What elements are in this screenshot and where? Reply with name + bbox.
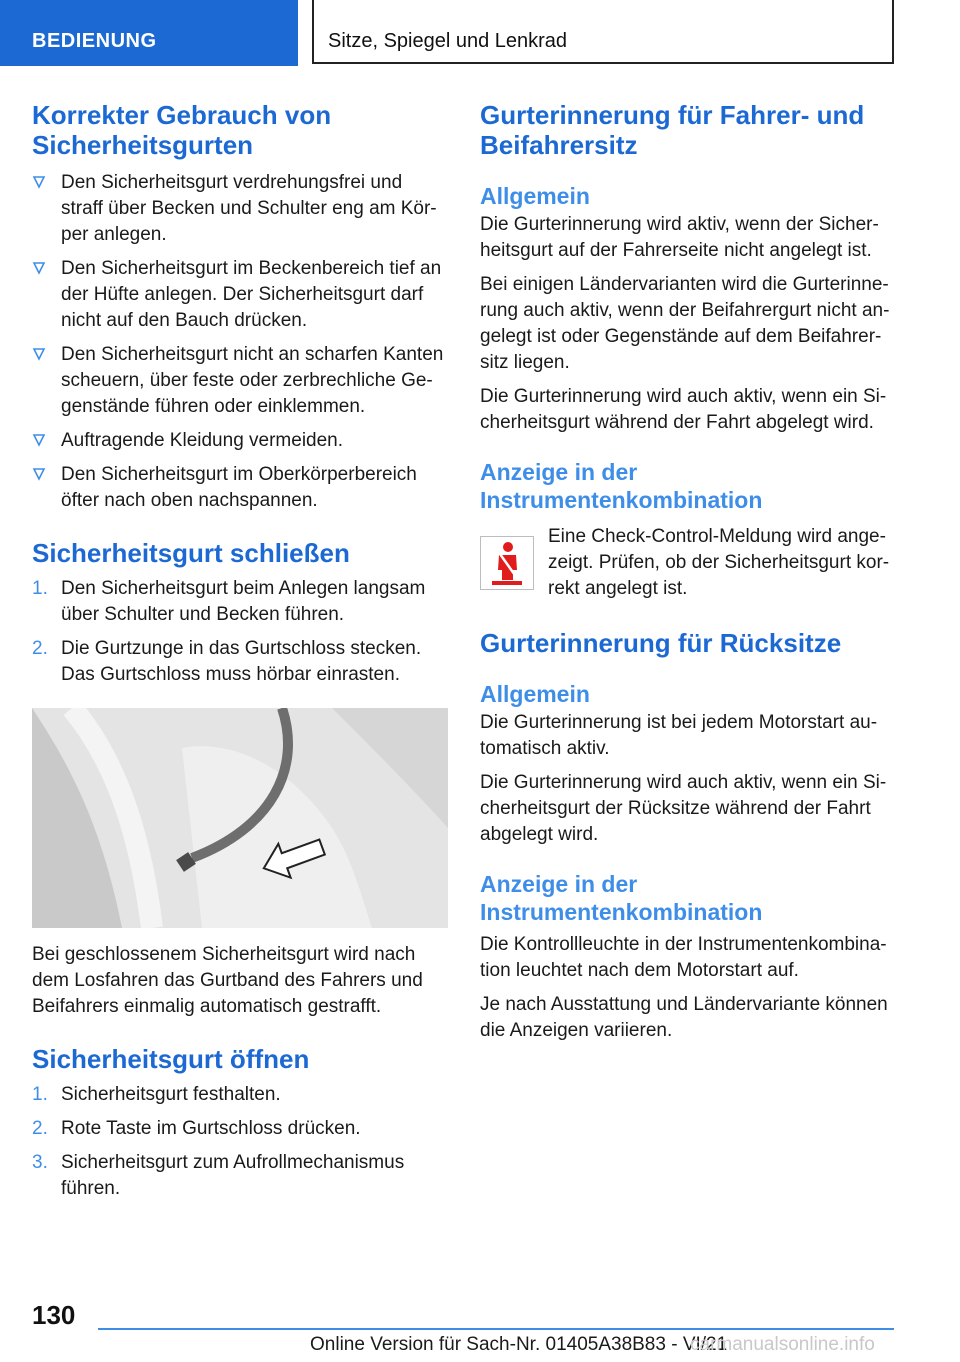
triangle-bullet-icon <box>32 174 46 190</box>
heading-open-belt: Sicherheitsgurt öffnen <box>32 1044 310 1074</box>
list-item: 3. Sicherheitsgurt zum Aufrollmechanismus führen. <box>32 1152 405 1199</box>
footer-divider <box>98 1328 894 1330</box>
chapter-label: Sitze, Spiegel und Lenkrad <box>328 30 568 52</box>
subheading-front-general: Allgemein <box>480 183 590 209</box>
chapter-tab <box>312 0 894 64</box>
right-column <box>480 100 896 1044</box>
paragraph: Die Gurterinnerung ist bei jedem Motorstart au‐tomatisch aktiv. <box>480 712 878 759</box>
heading-correct-use: Korrekter Gebrauch von Sicherheitsgurten <box>32 100 332 160</box>
subheading-rear-display: Anzeige in der Instrumentenkombination <box>480 871 763 925</box>
paragraph: Je nach Ausstattung und Ländervariante können die Anzeigen variieren. <box>480 994 888 1041</box>
heading-close-belt: Sicherheitsgurt schließen <box>32 538 350 568</box>
open-steps-list <box>32 1082 448 1202</box>
heading-front-reminder: Gurterinnerung für Fahrer- und Beifahrersitz <box>480 100 865 160</box>
paragraph: Die Gurterinnerung wird aktiv, wenn der Sicher‐heitsgurt auf der Fahrerseite nicht angelegt ist. <box>480 214 879 261</box>
triangle-bullet-icon <box>32 260 46 276</box>
seatbelt-warning-icon <box>480 536 534 590</box>
list-item: Auftragende Kleidung vermeiden. <box>32 428 448 454</box>
front-display-text: Eine Check-Control-Meldung wird ange‐zeigt. Prüfen, ob der Sicherheitsgurt kor‐rekt angelegt ist. <box>548 526 890 599</box>
paragraph: Die Kontrollleuchte in der Instrumentenkombina‐tion leuchtet nach dem Motorstart auf. <box>480 934 887 981</box>
front-display-row <box>480 524 896 602</box>
page-number: 130 <box>32 1300 76 1330</box>
list-item: Den Sicherheitsgurt im Beckenbereich tief an der Hüfte anlegen. Der Sicherheitsgurt darf nicht auf den Bauch drücken. <box>32 256 448 334</box>
correct-use-list <box>32 170 448 514</box>
subheading-front-display: Anzeige in der Instrumentenkombination <box>480 459 763 513</box>
list-item: 1. Sicherheitsgurt festhalten. <box>32 1084 281 1105</box>
paragraph: Die Gurterinnerung wird auch aktiv, wenn ein Si‐cherheitsgurt der Rücksitze während der Fahrt abgelegt wird. <box>480 772 887 845</box>
list-item: 2. Die Gurtzunge in das Gurtschloss stecken. Das Gurtschloss muss hörbar einrasten. <box>32 638 422 685</box>
paragraph: Bei einigen Ländervarianten wird die Gurterinne‐rung auch aktiv, wenn der Beifahrergurt nicht an‐gelegt ist oder Gegenstände auf dem Beifahrer‐sitz liegen. <box>480 274 890 373</box>
triangle-bullet-icon <box>32 466 46 482</box>
close-steps-list <box>32 576 448 688</box>
subheading-rear-general: Allgemein <box>480 681 590 707</box>
seatbelt-buckle-photo <box>32 708 448 928</box>
list-item: 2. Rote Taste im Gurtschloss drücken. <box>32 1118 361 1139</box>
page-header <box>0 0 960 66</box>
pretension-note: Bei geschlossenem Sicherheitsgurt wird nach dem Losfahren das Gurtband des Fahrers und Beifahrers einmalig automatisch gestrafft. <box>32 944 423 1017</box>
list-item: 1. Den Sicherheitsgurt beim Anlegen langsam über Schulter und Becken führen. <box>32 578 426 625</box>
left-column <box>32 100 448 1202</box>
heading-rear-reminder: Gurterinnerung für Rücksitze <box>480 628 842 658</box>
paragraph: Die Gurterinnerung wird auch aktiv, wenn ein Si‐cherheitsgurt während der Fahrt abgelegt wird. <box>480 386 887 433</box>
seat-illustration <box>32 708 448 928</box>
triangle-bullet-icon <box>32 346 46 362</box>
footer-version: Online Version für Sach-Nr. 01405A38B83 - VI/21 <box>310 1334 728 1355</box>
watermark: carmanualsonline.info <box>690 1334 875 1355</box>
section-tab <box>0 0 298 66</box>
list-item: Den Sicherheitsgurt nicht an scharfen Kanten scheuern, über feste oder zerbrechliche Ge‐genstände führen oder einklemmen. <box>32 342 448 420</box>
triangle-bullet-icon <box>32 432 46 448</box>
list-item: Den Sicherheitsgurt im Oberkörperbereich öfter nach oben nachspannen. <box>32 462 448 514</box>
section-label: BEDIENUNG <box>32 30 157 52</box>
list-item: Den Sicherheitsgurt verdrehungsfrei und straff über Becken und Schulter eng am Kör‐per anlegen. <box>32 170 448 248</box>
